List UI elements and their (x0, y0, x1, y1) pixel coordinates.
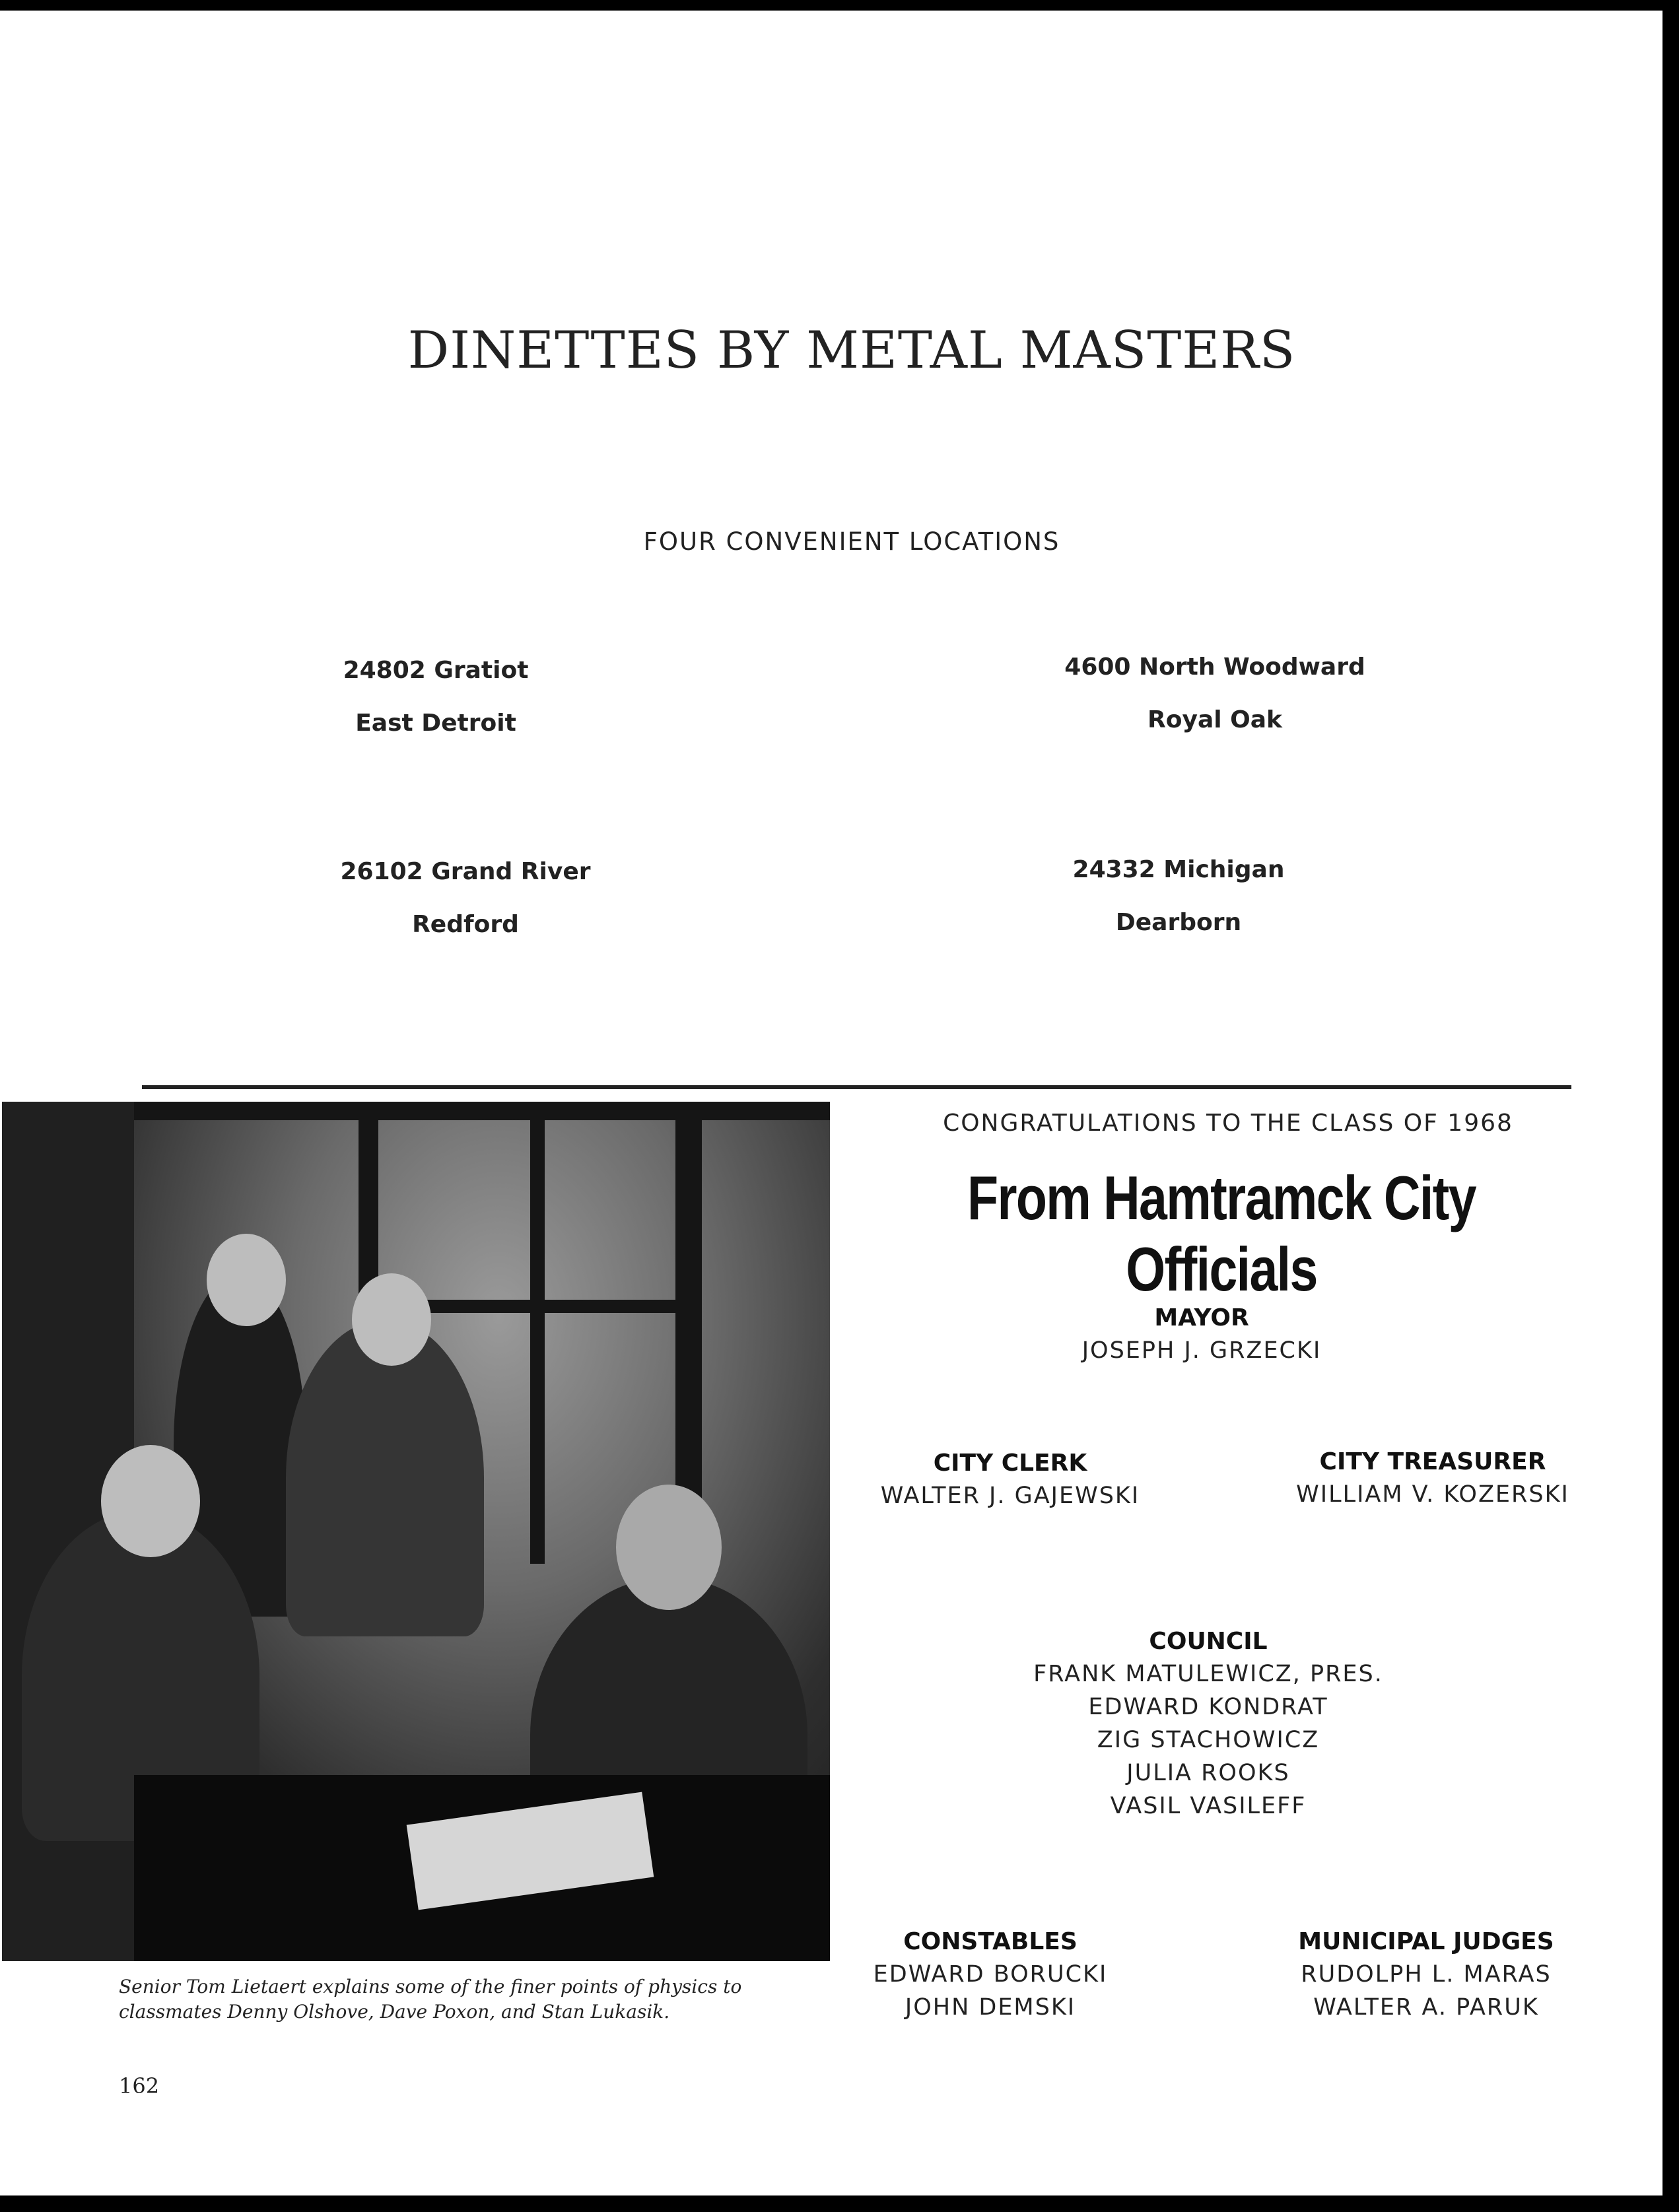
official-name: FRANK MATULEWICZ, PRES. (1033, 1661, 1383, 1687)
role-title: MUNICIPAL JUDGES (1298, 1928, 1554, 1955)
role-title: CITY CLERK (933, 1450, 1087, 1477)
student-head (207, 1234, 286, 1326)
student-head (101, 1445, 200, 1557)
student-head (616, 1485, 722, 1610)
official-name: ZIG STACHOWICZ (1097, 1727, 1320, 1753)
city-treasurer-block (1254, 1448, 1611, 1511)
official-name: RUDOLPH L. MARAS (1301, 1961, 1552, 1988)
municipal-judges-block (1281, 1928, 1571, 2024)
ad-subtitle: FOUR CONVENIENT LOCATIONS (643, 527, 1060, 556)
official-name: EDWARD KONDRAT (1088, 1694, 1328, 1720)
location-city: Redford (412, 911, 519, 938)
city-clerk-block (852, 1450, 1169, 1512)
location-city: Royal Oak (1148, 706, 1282, 733)
official-name: JOHN DEMSKI (905, 1994, 1076, 2021)
official-name: JULIA ROOKS (1126, 1760, 1290, 1786)
location-card (284, 644, 588, 750)
official-name: WILLIAM V. KOZERSKI (1296, 1481, 1569, 1508)
role-title: MAYOR (1154, 1304, 1249, 1331)
page-number: 162 (119, 2073, 160, 2098)
location-address: 24802 Gratiot (343, 657, 529, 684)
role-title: CITY TREASURER (1319, 1448, 1546, 1475)
location-address: 26102 Grand River (340, 858, 591, 885)
official-name: WALTER J. GAJEWSKI (880, 1483, 1140, 1509)
student-head (352, 1273, 431, 1366)
yearbook-page (0, 11, 1662, 2195)
ad-title: DINETTES BY METAL MASTERS (407, 321, 1296, 380)
official-name: WALTER A. PARUK (1313, 1994, 1539, 2021)
location-card (1023, 641, 1406, 747)
location-address: 24332 Michigan (1072, 856, 1285, 883)
classroom-photo (2, 1102, 830, 1961)
location-address: 4600 North Woodward (1064, 654, 1365, 681)
location-city: Dearborn (1115, 909, 1242, 936)
mayor-block (1030, 1304, 1373, 1367)
council-block (971, 1628, 1446, 1823)
photo-caption: Senior Tom Lietaert explains some of the finer points of physics to classmates Denny Olshove, Dave Poxon, and Stan Lukasik. (119, 1976, 742, 2023)
window-frame (530, 1102, 545, 1564)
location-city: East Detroit (355, 710, 516, 737)
constables-block (852, 1928, 1129, 2024)
official-name: VASIL VASILEFF (1110, 1793, 1307, 1819)
officials-heading: From Hamtramck City Officials (967, 1163, 1476, 1304)
student-figure (286, 1320, 484, 1636)
official-name: JOSEPH J. GRZECKI (1081, 1337, 1322, 1364)
congratulations-line: CONGRATULATIONS TO THE CLASS OF 1968 (943, 1110, 1513, 1137)
location-card (1030, 844, 1327, 949)
role-title: COUNCIL (1149, 1628, 1268, 1655)
official-name: EDWARD BORUCKI (873, 1961, 1108, 1988)
location-card (304, 846, 627, 951)
role-title: CONSTABLES (903, 1928, 1078, 1955)
section-divider (142, 1085, 1571, 1089)
